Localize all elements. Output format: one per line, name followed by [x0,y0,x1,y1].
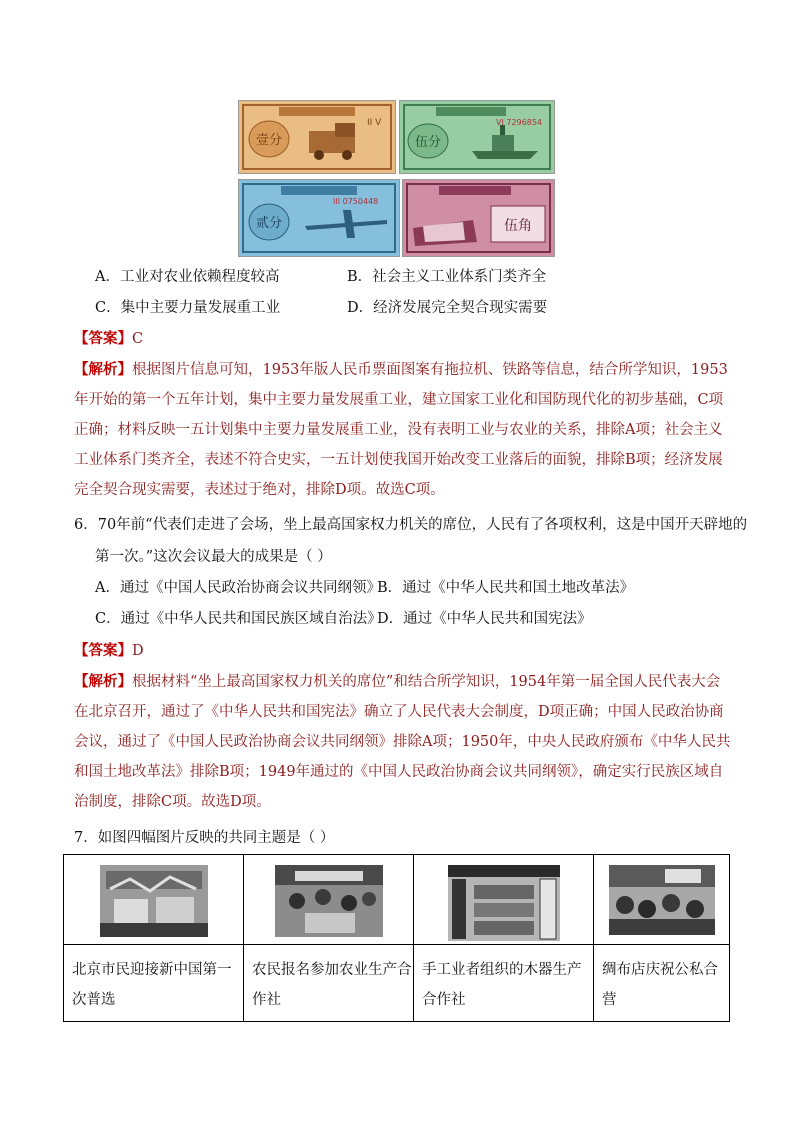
photo-election [100,865,208,937]
q6-stem-line1: 6．70年前“代表们走进了会场，坐上最高国家权力机关的席位，人民有了各项权利，这是中国开天辟地的 [74,517,748,533]
table-cell-4 [594,855,729,1021]
q5-answer [74,329,143,349]
q5-option-a: A．工业对农业依赖程度较高 [95,269,280,285]
analysis-text: 根据图片信息可知，1953年版人民币票面图案有拖拉机、铁路等信息，结合所学知识，1953年开始的第一个五年计划，集中主要力量发展重工业，建立国家工业化和国防现代化的初步基础，C项正确；材料反映一五计划集中主要力量发展重工业，没有表明工业与农业的关系，排除A项；社会主义工业体系门类齐全，表述不符合史实，一五计划使我国开始改变工业落后的面貌，排除B项；经济发展完全契合现实需要，表述过于绝对，排除D项。故选C项。 [74,362,728,498]
svg-text:壹分: 壹分 [255,133,283,148]
q5-option-c: C．集中主要力量发展重工业 [95,300,281,316]
q6-option-c: C．通过《中华人民共和国民族区域自治法》 [95,611,382,627]
banknote-5jiao [402,179,555,257]
svg-text:贰分: 贰分 [255,216,283,231]
caption-1: 北京市民迎接新中国第一次普选 [72,962,232,1008]
q5-analysis [74,355,734,505]
answer-value: D [132,643,144,659]
q6-stem-line2: 第一次。”这次会议最大的成果是（ ） [95,549,332,565]
analysis-tag: 【解析】 [74,361,132,378]
caption-3: 手工业者组织的木器生产合作社 [422,962,582,1008]
answer-value: C [132,331,144,347]
analysis-tag: 【解析】 [74,673,132,690]
q6-option-a: A．通过《中国人民政治协商会议共同纲领》 [95,580,381,596]
table-cell-3 [414,855,594,1021]
answer-tag: 【答案】 [74,642,132,659]
banknote-5fen [399,100,555,174]
q7-stem: 7．如图四幅图片反映的共同主题是（ ） [74,830,335,846]
q6-option-d: D．通过《中华人民共和国宪法》 [377,611,592,627]
svg-text:伍角: 伍角 [504,218,532,234]
table-cell-2 [244,855,414,1021]
q7-photo-table [63,854,730,1022]
banknote-1fen [238,100,396,174]
q5-option-b: B．社会主义工业体系门类齐全 [347,269,547,285]
table-cell-1 [64,855,244,1021]
analysis-text: 根据材料“坐上最高国家权力机关的席位”和结合所学知识，1954年第一届全国人民代表大会在北京召开，通过了《中华人民共和国宪法》确立了人民代表大会制度，D项正确；中国人民政治协商会议，通过了《中国人民政治协商会议共同纲领》排除A项；1950年，中央人民政府颁布《中华人民共和国土地改革法》排除B项；1949年通过的《中国人民政治协商会议共同纲领》，确定实行民族区域自治制度，排除C项。故选D项。 [74,674,731,810]
photo-shop-celebration [609,865,715,935]
photo-woodworkers [448,865,560,941]
svg-text:II V: II V [367,118,382,128]
svg-text:VI 7296854: VI 7296854 [496,118,543,127]
caption-4: 绸布店庆祝公私合营 [602,962,718,1008]
photo-farmers [275,865,383,937]
banknote-2fen [238,179,400,257]
answer-tag: 【答案】 [74,330,132,347]
q6-option-b: B．通过《中华人民共和国土地改革法》 [377,580,635,596]
q6-answer [74,641,144,661]
svg-text:伍分: 伍分 [414,135,442,150]
svg-text:III 0750448: III 0750448 [333,197,379,206]
q5-option-d: D．经济发展完全契合现实需要 [347,300,548,316]
caption-2: 农民报名参加农业生产合作社 [252,962,412,1008]
q6-analysis [74,667,734,817]
